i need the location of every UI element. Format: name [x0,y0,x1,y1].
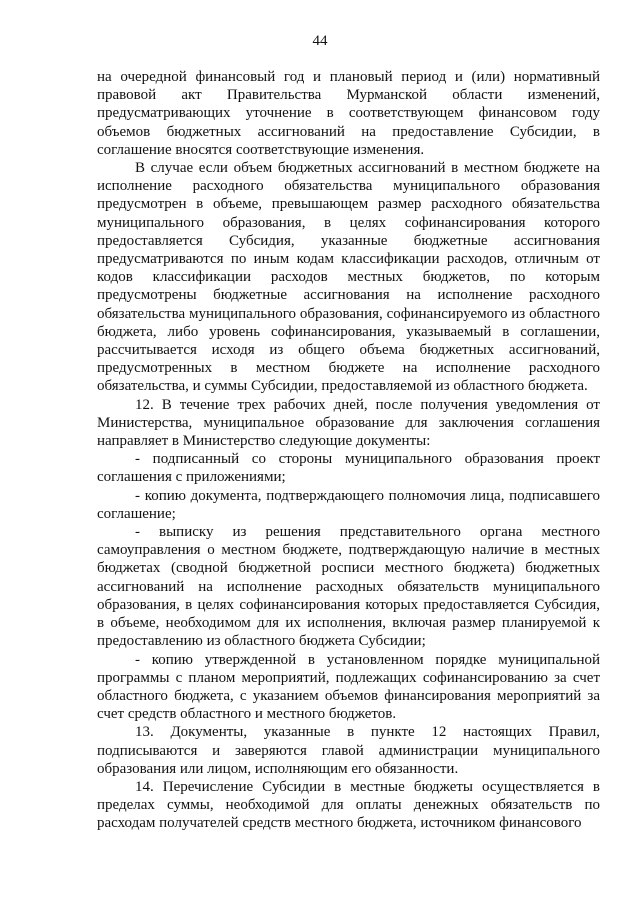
list-item-municipal-program: - копию утвержденной в установленном порядке муниципальной программы с планом мероприятий, подлежащих софинансированию за счет областного бюджета, с указанием объемов финансирования мероприятий за счет средств областного и местного бюджетов. [97,651,600,723]
paragraph-budget-allocations: В случае если объем бюджетных ассигнований в местном бюджете на исполнение расходного обязательства муниципального образования предусмотрен в объеме, превышающем размер расходного обязательства муниципального образования, в целях софинансирования которого предоставляется Субсидия, указанные бюджетные ассигнования предусматриваются по иным кодам классификации расходов, отличным от кодов классификации расходов местных бюджетов, по которым предусмотрены бюджетные ассигнования на исполнение расходного обязательства муниципального образования, софинансируемого из областного бюджета, либо уровень софинансирования, указываемый в соглашении, рассчитывается исходя из общего объема бюджетных ассигнований, предусмотренных в местном бюджете на исполнение расходного обязательства, и суммы Субсидии, предоставляемой из областного бюджета. [97,160,600,395]
document-body [97,68,600,833]
paragraph-continuation: на очередной финансовый год и плановый период и (или) нормативный правовой акт Правительства Мурманской области изменений, предусматривающих уточнение в соответствующем финансовом году объемов бюджетных ассигнований на предоставление Субсидии, в соглашение вносятся соответствующие изменения. [97,69,600,158]
paragraph-item-12: 12. В течение трех рабочих дней, после получения уведомления от Министерства, муниципальное образование для заключения соглашения направляет в Министерство следующие документы: [97,396,600,450]
list-item-authority-document: - копию документа, подтверждающего полномочия лица, подписавшего соглашение; [97,487,600,522]
paragraph-item-14: 14. Перечисление Субсидии в местные бюджеты осуществляется в пределах суммы, необходимой для оплаты денежных обязательств по расходам получателей средств местного бюджета, источником финансового [97,778,600,832]
list-item-budget-extract: - выписку из решения представительного органа местного самоуправления о местном бюджете, подтверждающую наличие в местных бюджетах (сводной бюджетной росписи местного бюджета) бюджетных ассигнований на исполнение расходных обязательств муниципального образования, в целях софинансирования которых предоставляется Субсидия, в объеме, необходимом для их исполнения, включая размер планируемой к предоставлению из областного бюджета Субсидии; [97,524,600,650]
list-item-signed-agreement: - подписанный со стороны муниципального образования проект соглашения с приложениями; [97,451,600,486]
paragraph-item-13: 13. Документы, указанные в пункте 12 настоящих Правил, подписываются и заверяются главой администрации муниципального образования или лицом, исполняющим его обязанности. [97,724,600,777]
page-number: 44 [312,33,328,49]
